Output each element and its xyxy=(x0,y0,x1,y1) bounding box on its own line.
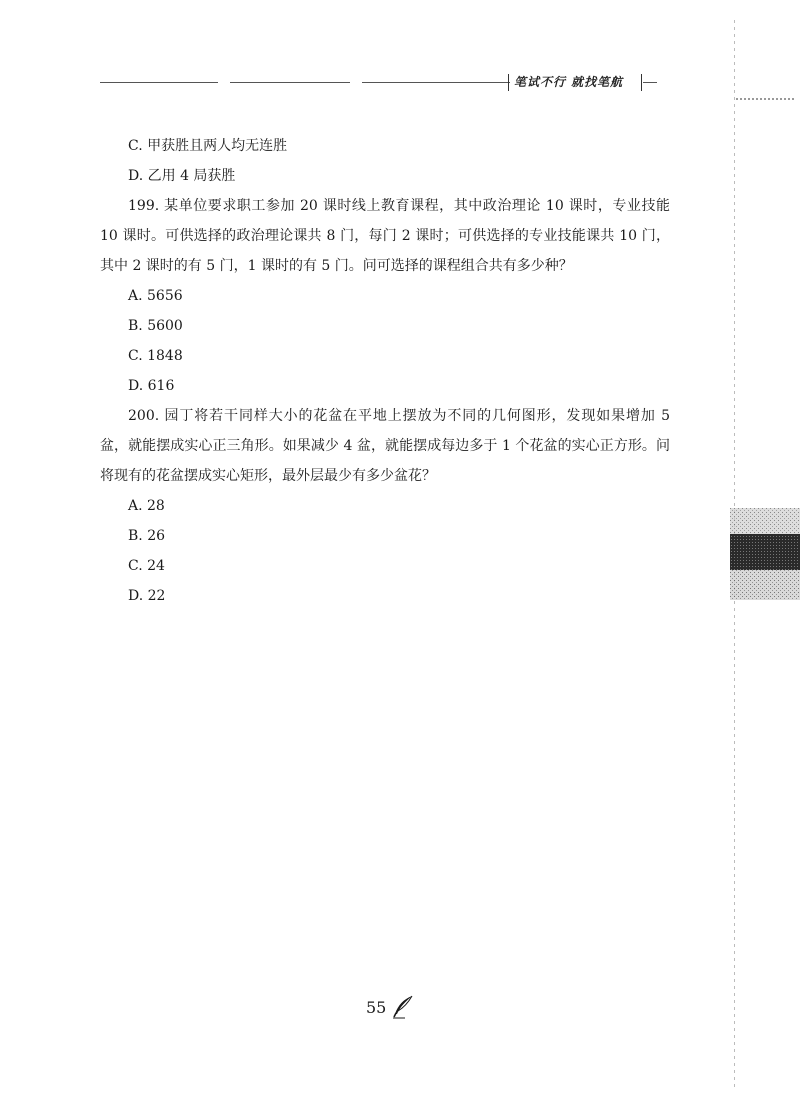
header-rule xyxy=(100,82,218,83)
question-200-text: 200. 园丁将若干同样大小的花盆在平地上摆放为不同的几何图形，发现如果增加 5 盆，就能摆成实心正三角形。如果减少 4 盆，就能摆成每边多于 1 个花盆的实心正方形。问将现有的花盆摆成实心矩形，最外层最少有多少盆花？ xyxy=(100,408,670,484)
question-199-option-a: A. 5656 xyxy=(128,288,183,304)
question-200-option-c: C. 24 xyxy=(128,558,165,574)
header-divider xyxy=(508,74,509,91)
question-content xyxy=(100,131,670,611)
header-divider xyxy=(641,74,642,91)
question-200-option-a: A. 28 xyxy=(128,498,165,514)
question-200-option-b: B. 26 xyxy=(128,528,166,544)
question-199-option-b: B. 5600 xyxy=(128,318,183,334)
question-199-text: 199. 某单位要求职工参加 20 课时线上教育课程，其中政治理论 10 课时，专业技能 10 课时。可供选择的政治理论课共 8 门，每门 2 课时；可供选择的专业技能课共 10 门，其中 2 课时的有 5 门，1 课时的有 5 门。问可选择的课程组合共有多少种？ xyxy=(100,198,670,274)
scan-edge-mark xyxy=(736,98,796,100)
question-199-option-c: C. 1848 xyxy=(128,348,183,364)
option-c-previous: C. 甲获胜且两人均无连胜 xyxy=(128,138,288,154)
option-d-previous: D. 乙用 4 局获胜 xyxy=(128,168,236,184)
header-slogan: 笔试不行 就找笔航 xyxy=(514,75,624,89)
question-200-option-d: D. 22 xyxy=(128,588,166,604)
question-199-option-d: D. 616 xyxy=(128,378,175,394)
header-rule xyxy=(230,82,350,83)
header-rule xyxy=(362,82,510,83)
scan-noise-band xyxy=(730,508,800,600)
header-rule xyxy=(643,82,657,83)
quill-pen-icon xyxy=(392,995,414,1019)
page-number: 55 xyxy=(366,998,387,1017)
page-header xyxy=(100,72,660,94)
